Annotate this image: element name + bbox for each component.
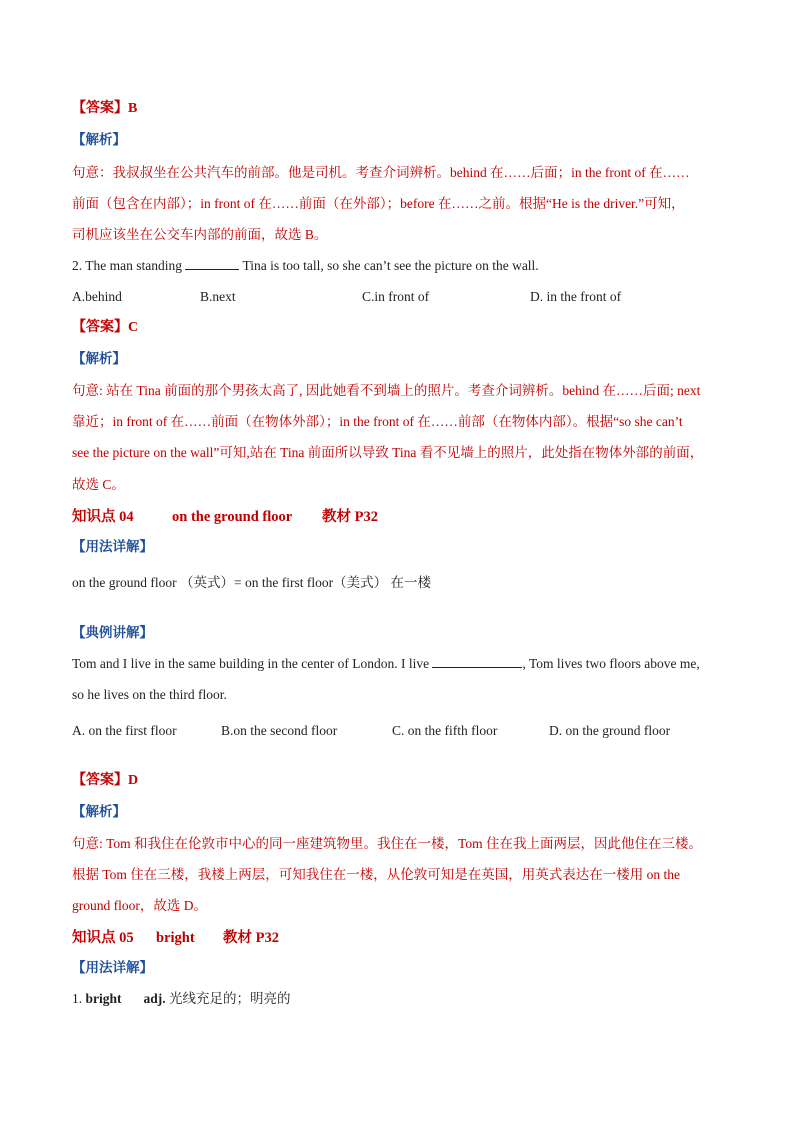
analysis-text: 句意：我叔叔坐在公共汽车的前部。他是司机。考查介词辨析。behind 在……后面；in the front of 在……: [72, 165, 690, 180]
answer-line: [72, 318, 726, 338]
kp-textbook: 教材 P32: [223, 930, 279, 946]
analysis-text: 前面（包含在内部）；in front of 在……前面（在外部）；before 在……之前。根据“He is the driver.”可知，: [72, 196, 685, 211]
item-meaning: 光线充足的；明亮的: [165, 991, 291, 1006]
answer-value: D: [128, 773, 139, 788]
answer-label: 【答案】: [72, 101, 128, 116]
kp-phrase: on the ground floor: [172, 509, 293, 525]
answer-line: [72, 99, 726, 119]
question-stem-part: 2. The man standing: [72, 258, 186, 273]
example-stem-part: , Tom lives two floors above me,: [522, 656, 700, 671]
example-stem: so he lives on the third floor.: [72, 687, 227, 702]
kp-textbook: 教材 P32: [322, 509, 378, 525]
analysis-label: 【解析】: [72, 351, 126, 366]
answer-blank: [432, 655, 522, 668]
answer-value: C: [128, 320, 139, 335]
answer-blank: [185, 257, 239, 270]
knowledge-point-heading: [72, 928, 726, 948]
option-a: A. on the first floor: [72, 723, 177, 738]
kp-number: 知识点 05: [72, 930, 134, 946]
analysis-text: 故选 C。: [72, 477, 125, 492]
option-b: B.on the second floor: [221, 723, 338, 738]
analysis-label: 【解析】: [72, 804, 126, 819]
example-label: 【典例讲解】: [72, 625, 153, 640]
example-stem: [72, 654, 726, 674]
usage-label: 【用法详解】: [72, 960, 153, 975]
kp-number: 知识点 04: [72, 509, 134, 525]
usage-item: [72, 989, 726, 1009]
answer-label: 【答案】: [72, 773, 128, 788]
question-stem: [72, 256, 726, 276]
option-c: C. on the fifth floor: [392, 723, 498, 738]
usage-label: 【用法详解】: [72, 539, 153, 554]
option-d: D. in the front of: [530, 289, 622, 304]
example-stem-part: Tom and I live in the same building in the center of London. I live: [72, 656, 433, 671]
answer-label: 【答案】: [72, 320, 128, 335]
analysis-text: ground floor，故选 D。: [72, 898, 207, 913]
analysis-text: see the picture on the wall”可知,站在 Tina 前面所以导致 Tina 看不见墙上的照片，此处指在物体外部的前面，: [72, 445, 704, 460]
analysis-text: 句意: 站在 Tina 前面的那个男孩太高了, 因此她看不到墙上的照片。考查介词辨析。behind 在……后面; next: [72, 383, 701, 398]
answer-value: B: [128, 101, 138, 116]
option-d: D. on the ground floor: [549, 723, 671, 738]
analysis-label: 【解析】: [72, 132, 126, 147]
analysis-text: 根据 Tom 住在三楼，我楼上两层，可知我住在一楼，从伦敦可知是在英国，用英式表达在一楼用 on the: [72, 867, 681, 882]
option-a: A.behind: [72, 289, 122, 304]
knowledge-point-heading: [72, 507, 726, 527]
item-word: bright: [85, 991, 122, 1006]
kp-phrase: bright: [156, 930, 195, 946]
option-c: C.in front of: [362, 289, 430, 304]
usage-text: on the ground floor （英式）= on the first floor（美式） 在一楼: [72, 575, 431, 590]
question-stem-part: Tina is too tall, so she can’t see the picture on the wall.: [239, 258, 539, 273]
analysis-text: 司机应该坐在公交车内部的前面，故选 B。: [72, 227, 328, 242]
answer-line: [72, 771, 726, 791]
analysis-text: 靠近；in front of 在……前面（在物体外部）；in the front of 在……前部（在物体内部）。根据“so she can’t: [72, 414, 683, 429]
item-number: 1.: [72, 991, 86, 1006]
option-b: B.next: [200, 289, 236, 304]
item-pos: adj.: [143, 991, 166, 1006]
analysis-text: 句意: Tom 和我住在伦敦市中心的同一座建筑物里。我住在一楼，Tom 住在我上面两层，因此他住在三楼。: [72, 836, 702, 851]
